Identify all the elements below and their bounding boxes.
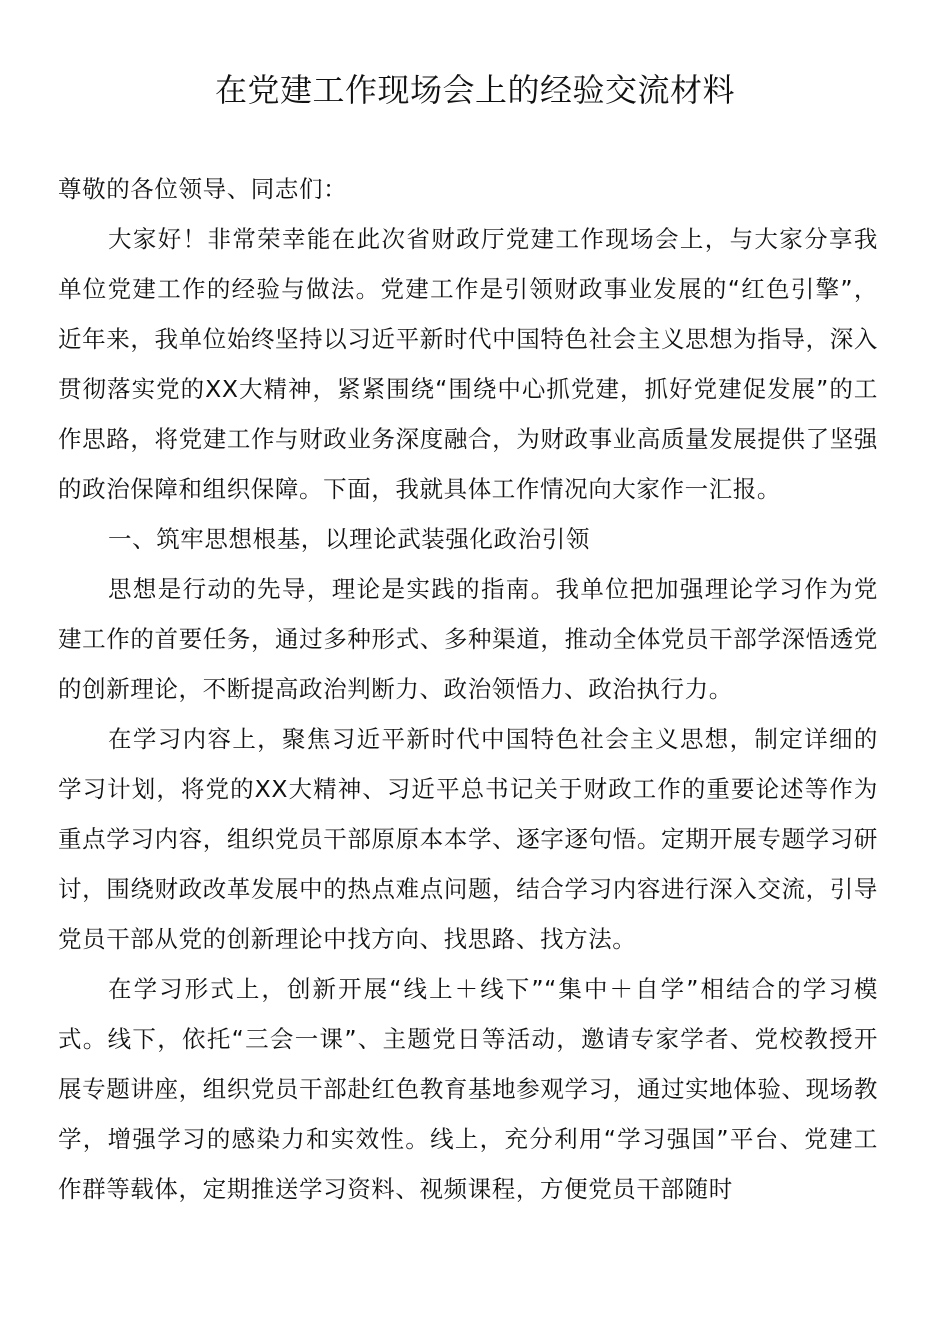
document-title: 在党建工作现场会上的经验交流材料 <box>214 71 735 109</box>
section-paragraph-2: 在学习内容上，聚焦习近平新时代中国特色社会主义思想，制定详细的学习计划，将党的XX大精神、习近平总书记关于财政工作的重要论述等作为重点学习内容，组织党员干部原原本本学、逐字逐句悟。定期开展专题学习研讨，围绕财政改革发展中的热点难点问题，结合学习内容进行深入交流，引导党员干部从党的创新理论中找方向、找思路、找方法。 <box>58 725 878 953</box>
section-paragraph-3: 在学习形式上，创新开展“线上＋线下”“集中＋自学”相结合的学习模式。线下，依托“三会一课”、主题党日等活动，邀请专家学者、党校教授开展专题讲座，组织党员干部赴红色教育基地参观学习，通过实地体验、现场教学，增强学习的感染力和实效性。线上，充分利用“学习强国”平台、党建工作群等载体，定期推送学习资料、视频课程，方便党员干部随时 <box>58 975 878 1203</box>
section-paragraph-1: 思想是行动的先导，理论是实践的指南。我单位把加强理论学习作为党建工作的首要任务，通过多种形式、多种渠道，推动全体党员干部学深悟透党的创新理论，不断提高政治判断力、政治领悟力、政治执行力。 <box>58 575 878 703</box>
section-heading: 一、筑牢思想根基，以理论武装强化政治引领 <box>108 525 590 553</box>
salutation: 尊敬的各位领导、同志们： <box>58 175 348 203</box>
intro-paragraph: 大家好！非常荣幸能在此次省财政厅党建工作现场会上，与大家分享我单位党建工作的经验与做法。党建工作是引领财政事业发展的“红色引擎”，近年来，我单位始终坚持以习近平新时代中国特色社会主义思想为指导，深入贯彻落实党的XX大精神，紧紧围绕“围绕中心抓党建，抓好党建促发展”的工作思路，将党建工作与财政业务深度融合，为财政事业高质量发展提供了坚强的政治保障和组织保障。下面，我就具体工作情况向大家作一汇报。 <box>58 225 878 503</box>
document-body <box>58 164 878 1214</box>
